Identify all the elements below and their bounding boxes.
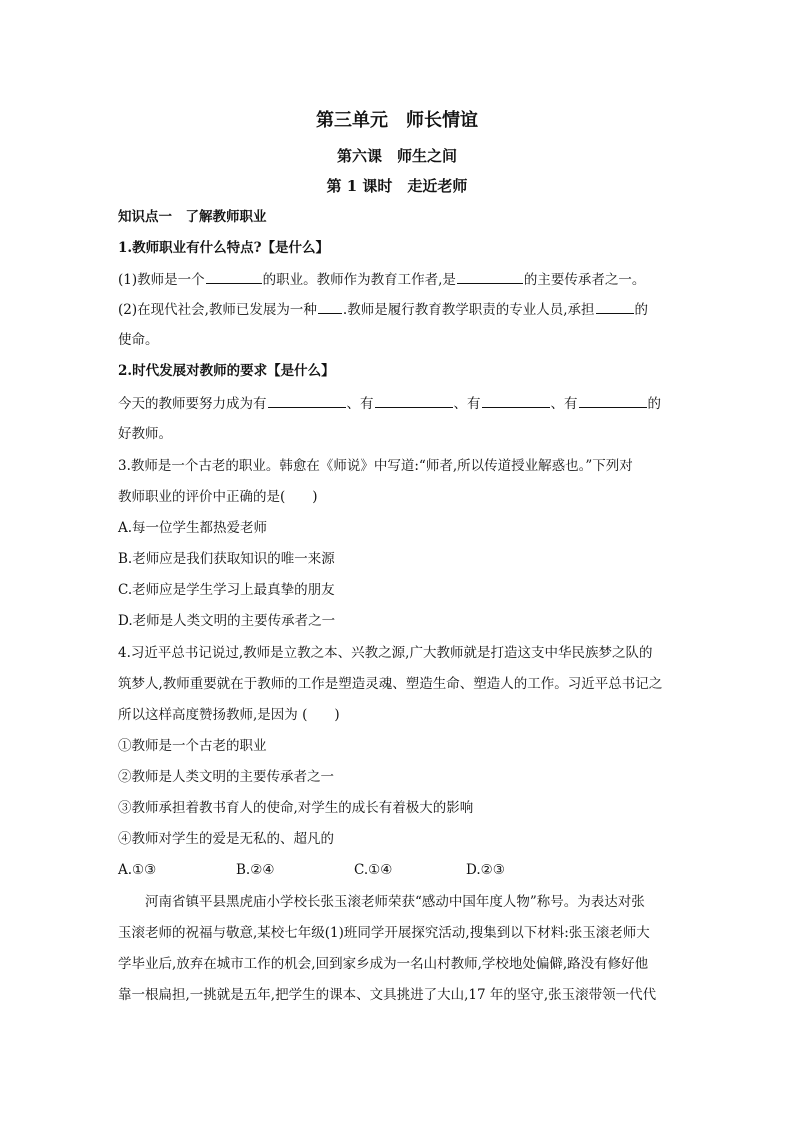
question-1-part-2: (2)在现代社会,教师已发展为一种 .教师是履行教育教学职责的专业人员,承担 的 — [118, 299, 648, 320]
fill-blank[interactable] — [375, 393, 453, 408]
fill-blank[interactable] — [482, 393, 550, 408]
period-title: 第 1 课时 走近老师 — [326, 177, 468, 195]
question-4-item-4: ④教师对学生的爱是无私的、超凡的 — [118, 831, 334, 847]
question-4-item-2: ②教师是人类文明的主要传承者之一 — [118, 769, 334, 785]
question-3-stem-2: 教师职业的评价中正确的是( ) — [118, 489, 318, 505]
question-4-item-1: ①教师是一个古老的职业 — [118, 738, 267, 754]
fill-blank[interactable] — [579, 393, 647, 408]
question-4-stem-3: 所以这样高度赞扬教师,是因为 ( ) — [118, 707, 340, 723]
question-4-stem-1: 4.习近平总书记说过,教师是立教之本、兴教之源,广大教师就是打造这支中华民族梦之队的 — [118, 645, 653, 661]
question-3-stem-1: 3.教师是一个古老的职业。韩愈在《师说》中写道:“师者,所以传道授业解惑也。”下列对 — [118, 458, 633, 474]
fill-blank[interactable] — [457, 269, 523, 284]
fill-blank[interactable] — [206, 269, 262, 284]
question-3-option-d[interactable]: D.老师是人类文明的主要传承者之一 — [118, 613, 336, 629]
question-2-title: 2.时代发展对教师的要求【是什么】 — [118, 363, 335, 379]
unit-title: 第三单元 师长情谊 — [316, 110, 478, 131]
question-3-option-a[interactable]: A.每一位学生都热爱老师 — [118, 520, 268, 536]
lesson-title: 第六课 师生之间 — [336, 147, 457, 165]
material-line-3: 学毕业后,放弃在城市工作的机会,回到家乡成为一名山村教师,学校地处偏僻,路没有修好他 — [118, 956, 649, 972]
question-4-stem-2: 筑梦人,教师重要就在于教师的工作是塑造灵魂、塑造生命、塑造人的工作。习近平总书记之 — [118, 676, 663, 692]
question-3-option-b[interactable]: B.老师应是我们获取知识的唯一来源 — [118, 551, 335, 567]
fill-blank[interactable] — [318, 299, 342, 314]
question-4-choice-c[interactable]: C.①④ — [354, 862, 393, 878]
question-4-choices — [118, 860, 505, 880]
question-1-title: 1.教师职业有什么特点?【是什么】 — [118, 240, 330, 256]
material-line-4: 靠一根扁担,一挑就是五年,把学生的课本、文具挑进了大山,17 年的坚守,张玉滚带领一代代 — [118, 987, 657, 1003]
question-2-line-2: 好教师。 — [118, 426, 172, 442]
fill-blank[interactable] — [596, 299, 634, 314]
question-1-part-2-cont: 使命。 — [118, 332, 159, 348]
question-3-option-c[interactable]: C.老师应是学生学习上最真挚的朋友 — [118, 582, 335, 598]
question-4-choice-a[interactable]: A.①③ — [118, 862, 157, 878]
question-2-line-1: 今天的教师要努力成为有 、有 、有 、有 的 — [118, 393, 661, 414]
material-line-1: 河南省镇平县黑虎庙小学校长张玉滚老师荣获“感动中国年度人物”称号。为表达对张 — [145, 894, 645, 910]
question-4-choice-d[interactable]: D.②③ — [466, 862, 505, 878]
knowledge-point-heading: 知识点一 了解教师职业 — [118, 209, 267, 225]
material-line-2: 玉滚老师的祝福与敬意,某校七年级(1)班同学开展探究活动,搜集到以下材料:张玉滚老师大 — [118, 925, 650, 941]
question-4-item-3: ③教师承担着教书育人的使命,对学生的成长有着极大的影响 — [118, 800, 474, 816]
question-4-choice-b[interactable]: B.②④ — [236, 862, 275, 878]
fill-blank[interactable] — [268, 393, 346, 408]
question-1-part-1: (1)教师是一个 的职业。教师作为教育工作者,是 的主要传承者之一。 — [118, 269, 645, 290]
